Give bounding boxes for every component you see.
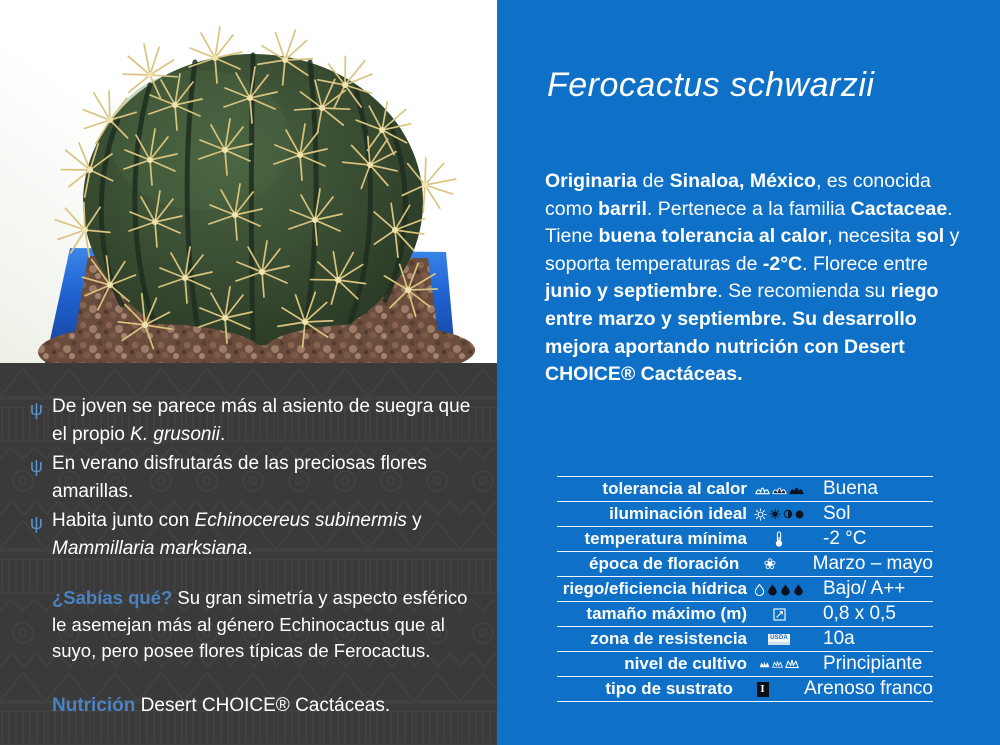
heat-tolerance-icons	[747, 483, 811, 495]
table-row	[557, 576, 933, 601]
nutrition-line: Nutrición Desert CHOICE® Cactáceas.	[52, 694, 391, 716]
note-item	[30, 450, 479, 506]
table-row	[557, 551, 933, 576]
row-value: Sol	[823, 503, 851, 524]
table-row	[557, 626, 933, 651]
row-value: 0,8 x 0,5	[823, 603, 896, 624]
size-arrow-icon	[747, 608, 811, 621]
crown-level-icons	[747, 658, 811, 670]
row-label: zona de resistencia	[590, 629, 747, 648]
cactus-photo-drawing	[0, 0, 497, 363]
row-value: -2 °C	[823, 528, 867, 549]
row-label: tolerancia al calor	[602, 479, 747, 498]
water-drop-icons	[747, 583, 811, 596]
notes-content	[0, 363, 497, 720]
row-label: nivel de cultivo	[624, 654, 747, 673]
facts-table	[557, 476, 933, 702]
note-item	[30, 507, 479, 563]
notes-panel	[0, 363, 497, 745]
table-row	[557, 651, 933, 676]
species-title: Ferocactus schwarzii	[547, 66, 875, 104]
info-panel	[497, 0, 1000, 745]
flower-icon: ❀	[763, 555, 777, 573]
row-value: Buena	[823, 478, 878, 499]
row-value: 10a	[823, 628, 855, 649]
note-item	[30, 393, 479, 449]
intro-paragraph: Originaria de Sinaloa, México, es conocida como barril. Pertenece a la familia Cactaceae. Tiene buena tolerancia al calor, necesita sol y soporta temperaturas de -2°C. Florece entre junio y septiembre. Se recomienda su riego entre marzo y septiembre. Su desarrollo mejora aportando nutrición con Desert CHOICE® Cactáceas.	[545, 170, 960, 386]
row-value: Principiante	[823, 653, 923, 674]
note-text: Habita junto con Echinocereus subinermis y Mammillaria marksiana.	[52, 510, 422, 559]
cactus-bullet-icon: ψ	[30, 513, 43, 533]
note-text: De joven se parece más al asiento de suegra que el propio K. grusonii.	[52, 396, 471, 445]
row-label: tamaño máximo (m)	[586, 604, 747, 623]
note-text: En verano disfrutarás de las preciosas flores amarillas.	[52, 453, 427, 502]
cactus-bullet-icon: ψ	[30, 399, 43, 419]
table-row	[557, 526, 933, 551]
substrate-icon: I	[733, 682, 792, 697]
row-value: Arenoso franco	[804, 678, 933, 699]
table-row	[557, 601, 933, 626]
row-label: tipo de sustrato	[605, 679, 733, 698]
row-label: riego/eficiencia hídrica	[562, 579, 747, 598]
cactus-photo	[0, 0, 497, 363]
row-label: iluminación ideal	[609, 504, 747, 523]
table-row	[557, 476, 933, 501]
sunlight-level-icons	[747, 508, 811, 521]
usda-zone-icon: USDA	[747, 634, 811, 645]
table-row	[557, 676, 933, 702]
thermometer-icon	[747, 531, 811, 547]
row-label: temperatura mínima	[584, 529, 747, 548]
did-you-know: ¿Sabías qué? Su gran simetría y aspecto esférico le asemejan más al género Echinocactus que al suyo, pero posee flores típicas de Ferocactus.	[52, 587, 468, 661]
table-row	[557, 501, 933, 526]
cactus-bullet-icon: ψ	[30, 456, 43, 476]
row-value: Marzo – mayo	[812, 553, 933, 574]
row-label: época de floración	[589, 554, 740, 573]
row-value: Bajo/ A++	[823, 578, 906, 599]
